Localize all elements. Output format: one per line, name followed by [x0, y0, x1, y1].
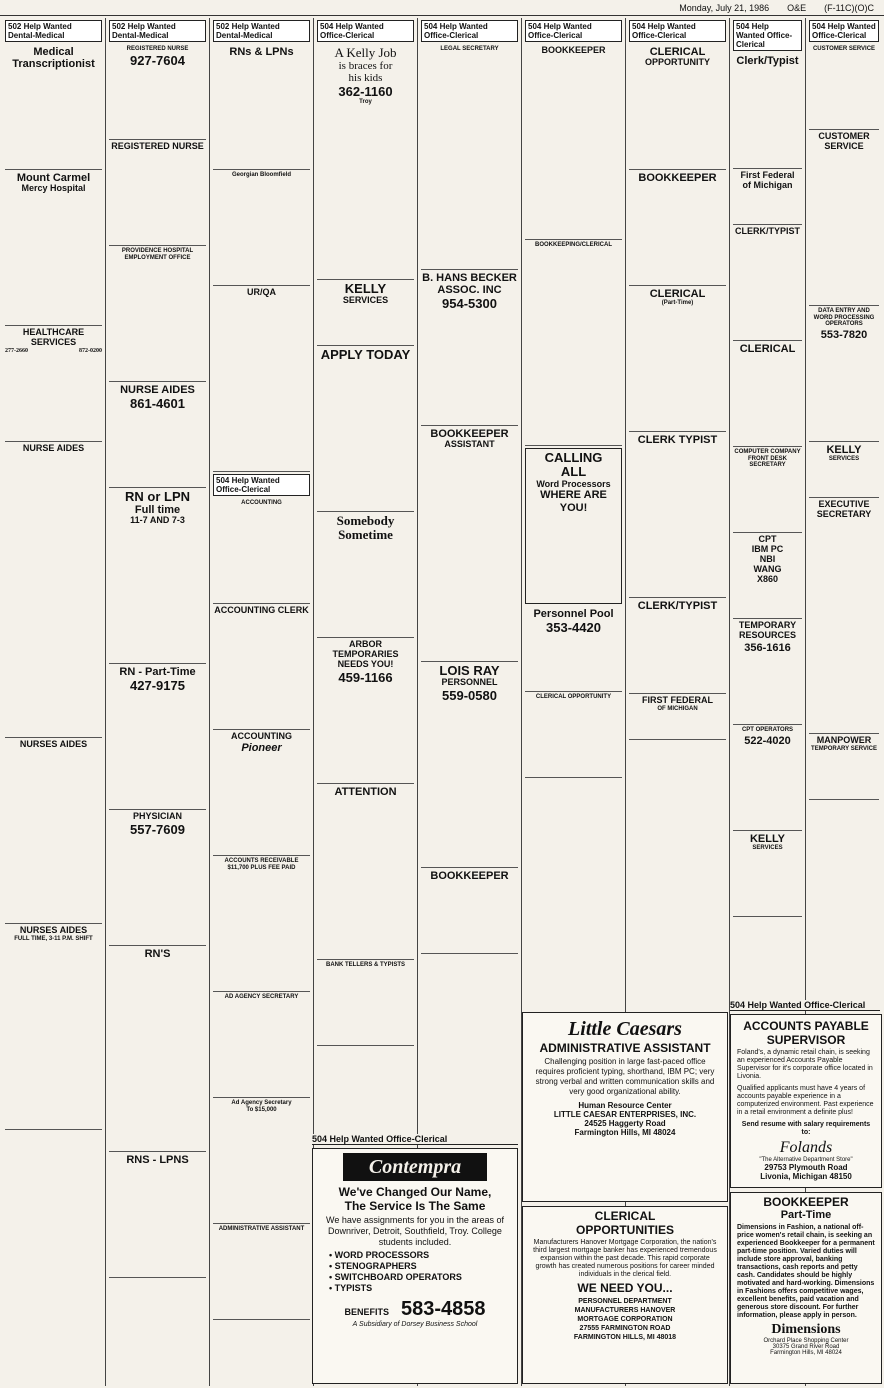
ad-headline: PHYSICIAN: [132, 811, 182, 821]
ad-headline: BANK TELLERS & TYPISTS: [325, 962, 405, 968]
classified-ad: [733, 619, 802, 725]
ad-brand: KELLY: [344, 281, 387, 296]
header-code: (F-11C)(O)C: [824, 2, 874, 13]
ad-address-line: MORTGAGE CORPORATION: [577, 1316, 673, 1323]
classified-ad: [733, 225, 802, 341]
ad-headline: OPPORTUNITIES: [575, 1223, 674, 1237]
column-3: [210, 18, 314, 1386]
ad-phone: 927-7604: [130, 52, 185, 68]
ad-headline: CLERICAL: [649, 288, 706, 300]
page-header: [0, 0, 884, 16]
ad-subhead: ASSISTANT: [444, 439, 495, 450]
ad-headline: First Federal: [740, 170, 795, 180]
section-heading: 504 Help Wanted Office-Clerical: [317, 20, 414, 42]
ad-headline: 11-7 AND 7-3: [130, 515, 185, 526]
ad-brand-sub: SERVICES: [342, 295, 389, 306]
classified-ad: [317, 784, 414, 960]
ad-headline: CALLING: [544, 450, 603, 465]
ad-list-item: • SWITCHBOARD OPERATORS: [329, 1272, 462, 1282]
classified-ad: [629, 170, 726, 286]
ad-phone: 427-9175: [130, 678, 185, 694]
ad-headline: Mount Carmel: [16, 172, 91, 184]
ad-body: We have assignments for you in the areas of Downriver, Detroit, Southfield, Troy. College students included.: [326, 1215, 504, 1247]
ad-headline: We've Changed Our Name,: [338, 1185, 492, 1199]
ad-headline: CPT OPERATORS: [741, 727, 794, 733]
ad-body: Foland's, a dynamic retail chain, is seeking an experienced Accounts Payable Supervisor for it's corporate office located in Livonia.: [737, 1049, 873, 1080]
classified-ad: [525, 692, 622, 778]
classified-ad: [213, 992, 310, 1098]
ad-phone: 459-1166: [338, 669, 393, 685]
section-heading: 504 Help Wanted Office-Clerical: [525, 20, 622, 42]
ad-headline: DATA ENTRY AND WORD PROCESSING OPERATORS: [813, 308, 875, 328]
ad-headline: REGISTERED NURSE: [111, 141, 204, 151]
ad-headline: NURSES AIDES: [19, 739, 88, 749]
ad-brand: Contempra: [343, 1153, 487, 1181]
ad-subhead: FRONT DESK SECRETARY: [748, 455, 787, 469]
classified-ad: [809, 306, 879, 442]
ad-headline: PROVIDENCE HOSPITAL: [121, 248, 194, 254]
classified-ad: [525, 240, 622, 446]
ad-subhead: (Part-Time): [661, 300, 694, 307]
classified-ad: [809, 734, 879, 800]
ad-address-line: Human Resource Center: [578, 1101, 672, 1110]
ad-body: Qualified applicants must have 4 years of accounts payable experience in a computerized environment. Past experience in a retail environment a definite plus!: [737, 1085, 874, 1116]
ad-brand: Pioneer: [241, 741, 282, 754]
ad-headline: Georgian Bloomfield: [231, 172, 291, 178]
ad-headline: NURSE AIDES: [120, 384, 195, 396]
ad-headline: IBM PC: [751, 543, 784, 554]
ad-address-line: Orchard Place Shopping Center: [763, 1338, 849, 1344]
ad-subhead: FULL TIME, 3-11 P.M. SHIFT: [14, 935, 93, 942]
classified-ad: [109, 382, 206, 488]
ad-headline: WANG: [753, 563, 782, 574]
ad-headline: CLERK/TYPIST: [734, 226, 800, 236]
ad-headline: REGISTERED NURSE: [126, 46, 189, 52]
ad-address-line: MANUFACTURERS HANOVER: [574, 1307, 676, 1314]
ad-headline: ADMINISTRATIVE ASSISTANT: [218, 1226, 305, 1232]
ad-subhead: RESOURCES: [738, 629, 796, 640]
classified-ad: [213, 170, 310, 286]
ad-headline: X860: [756, 573, 779, 584]
ad-headline: Mercy Hospital: [21, 183, 86, 194]
ad-brand: KELLY: [749, 833, 786, 845]
ad-phone: 362-1160: [338, 84, 393, 100]
ad-phone: 861-4601: [130, 396, 185, 412]
ad-address-line: Livonia, Michigan 48150: [760, 1172, 852, 1181]
classified-ad: [733, 447, 802, 533]
classified-ad: [317, 280, 414, 346]
ad-phone: 557-7609: [130, 821, 185, 837]
ad-body: Send resume with salary requirements to:: [741, 1121, 871, 1136]
classified-ad: [213, 44, 310, 170]
ad-headline: WHERE ARE: [540, 489, 607, 502]
classified-ad: [109, 1152, 206, 1278]
ad-subhead: $11,700 PLUS FEE PAID: [227, 864, 296, 871]
classified-ad: [809, 442, 879, 498]
ad-brand-sub: SERVICES: [752, 845, 783, 852]
classified-ad: [421, 662, 518, 868]
section-heading: 504 Help Wanted Office-Clerical: [213, 474, 310, 496]
classified-ad: [421, 426, 518, 662]
section-heading: 502 Help Wanted Dental-Medical: [5, 20, 102, 42]
ad-brand: Dimensions: [771, 1322, 841, 1337]
ad-address-line: Farmington Hills, MI 48024: [574, 1128, 676, 1137]
classified-ad: [213, 1224, 310, 1320]
classified-ad: [629, 432, 726, 598]
ad-headline: ATTENTION: [334, 786, 397, 798]
ad-subhead: To $15,000: [246, 1106, 277, 1113]
classified-ad: [629, 286, 726, 432]
ad-address-line: 27555 FARMINGTON ROAD: [579, 1325, 671, 1332]
ad-brand: KELLY: [826, 444, 862, 456]
ad-subhead: Part-Time: [780, 1209, 832, 1221]
ad-subhead: SECRETARY: [816, 508, 872, 519]
ad-headline: CLERICAL: [594, 1209, 656, 1223]
ad-brand-sub: SERVICES: [828, 456, 860, 463]
section-heading: 504 Help Wanted Office-Clerical: [629, 20, 726, 42]
classified-ad: [109, 664, 206, 810]
ad-body: Dimensions in Fashion, a national off-price women's retail chain, is seeking an experienced Bookkeeper for a permanent part-time position. Varied duties will include store approval, banking transactions, cash reports and petty cash. Candidates should be highly motivated and hard-working. Dimensions in Fashions offers competitive wages, excellent benefits, paid vacation and generous store discount. For further information, please apply in person.: [737, 1224, 875, 1319]
ad-headline: NURSE AIDES: [22, 443, 85, 453]
ad-headline: RNS - LPNS: [126, 1154, 189, 1166]
classified-ad: [213, 730, 310, 856]
ad-headline: ACCOUNTING CLERK: [214, 605, 309, 615]
ad-headline: HEALTHCARE SERVICES: [22, 327, 85, 347]
header-date: Monday, July 21, 1986: [679, 2, 770, 13]
ad-phone-row: [313, 1298, 517, 1321]
section-heading: 504 Help Wanted Office-Clerical: [730, 1000, 880, 1011]
ad-headline: Full time: [134, 504, 181, 517]
classified-ad: [5, 44, 102, 170]
classified-ad: [733, 169, 802, 225]
classified-ad: [109, 44, 206, 140]
ad-headline: BOOKKEEPER: [763, 1195, 849, 1209]
ad-address-line: PERSONNEL DEPARTMENT: [578, 1298, 672, 1305]
ad-list-item: • STENOGRAPHERS: [329, 1261, 417, 1271]
ad-subhead: EMPLOYMENT OFFICE: [124, 254, 191, 261]
ad-headline: ARBOR TEMPORARIES: [332, 639, 399, 659]
ad-address-line: 29753 Plymouth Road: [764, 1163, 848, 1172]
ad-headline: BOOKKEEPER: [430, 428, 509, 440]
classified-ad: [213, 286, 310, 472]
classified-ad: [629, 44, 726, 170]
classified-ad: [5, 738, 102, 924]
ad-headline: RN - Part-Time: [119, 666, 196, 678]
ad-phone: 522-4020: [744, 734, 791, 747]
classified-ad: [5, 170, 102, 326]
classified-ad: [213, 498, 310, 604]
ad-headline: Clerk/Typist: [736, 55, 799, 67]
ad-headline: Ad Agency Secretary: [231, 1100, 292, 1106]
ad-headline: EXECUTIVE: [818, 499, 870, 509]
classified-ad: [109, 140, 206, 246]
ad-headline: FIRST FEDERAL: [642, 695, 713, 705]
ad-list: [313, 1250, 517, 1294]
classified-ad: [109, 246, 206, 382]
ad-headline: Transcriptionist: [12, 58, 95, 71]
ad-headline: The Service Is The Same: [344, 1199, 486, 1213]
ad-headline: Word Processors: [536, 478, 611, 489]
ad-headline: RN or LPN: [125, 489, 190, 504]
ad-subhead: NEEDS YOU!: [337, 658, 394, 669]
ad-headline: AD AGENCY SECRETARY: [224, 994, 299, 1000]
section-heading: 502 Help Wanted Dental-Medical: [213, 20, 310, 42]
ad-subhead: OF MICHIGAN: [657, 705, 698, 712]
classified-ad: [109, 488, 206, 664]
ad-headline: CLERK/TYPIST: [637, 600, 718, 612]
classified-ad: [317, 512, 414, 638]
ad-headline: BOOKKEEPER: [638, 172, 717, 184]
classified-ad: [317, 960, 414, 1046]
classified-ad: [525, 606, 622, 692]
ad-headline: RNs & LPNs: [229, 46, 294, 58]
ad-phone: 277-2660: [5, 347, 28, 354]
ad-headline: B. HANS BECKER: [422, 272, 517, 284]
ad-subhead: PERSONNEL: [441, 677, 498, 688]
classified-ad: [109, 810, 206, 946]
ad-phone: 954-5300: [442, 296, 497, 312]
section-heading: 504 Help Wanted Office-Clerical: [733, 20, 802, 51]
section-heading: 504 Help Wanted Office-Clerical: [421, 20, 518, 42]
ad-phone: 559-0580: [442, 688, 497, 704]
classified-ad: [525, 448, 622, 604]
ad-headline: CLERICAL: [739, 343, 796, 355]
column-2: [106, 18, 210, 1386]
ad-address-line: 30375 Grand River Road: [772, 1344, 840, 1350]
manufacturers-display-ad: [522, 1206, 728, 1384]
caesars-display-ad: [522, 1012, 728, 1202]
classified-ad: [733, 341, 802, 447]
ad-phone: 356-1616: [744, 641, 791, 654]
ad-headline: RN'S: [144, 948, 171, 960]
ad-address-line: Farmington Hills, MI 48024: [770, 1350, 842, 1356]
classified-ad: [809, 130, 879, 306]
classified-ad: [5, 326, 102, 442]
classified-ad: [213, 604, 310, 730]
ad-headline: UR/QA: [247, 287, 276, 297]
ad-headline: ADMINISTRATIVE ASSISTANT: [539, 1041, 711, 1055]
classified-ad: [213, 1098, 310, 1224]
ad-body: Manufacturers Hanover Mortgage Corporation, the nation's third largest mortgage banker has experienced tremendous expansion within the past decade. This rapid corporate growth has created numerous positions for career minded individuals in the clerical field.: [533, 1239, 717, 1278]
ad-headline: Medical: [33, 46, 74, 58]
section-heading: 504 Help Wanted Office-Clerical: [312, 1134, 518, 1145]
classified-ad: [733, 53, 802, 169]
ad-subhead: of Michigan: [742, 179, 793, 190]
column-1: [2, 18, 106, 1386]
ad-list-item: • TYPISTS: [329, 1283, 373, 1293]
ad-headline: TEMPORARY: [738, 620, 797, 630]
ad-headline: ALL: [560, 464, 587, 480]
classified-ad: [109, 946, 206, 1152]
ad-phone: 583-4858: [400, 1298, 486, 1320]
contempra-display-ad: [312, 1148, 518, 1384]
dimensions-display-ad: [730, 1192, 882, 1384]
ad-headline: Somebody: [336, 513, 395, 528]
section-heading: 504 Help Wanted Office-Clerical: [809, 20, 879, 42]
header-paper: O&E: [787, 2, 807, 13]
classified-ad: [213, 856, 310, 992]
ad-headline: LEGAL SECRETARY: [440, 46, 499, 52]
ad-headline: MANPOWER: [816, 735, 872, 745]
classified-ad: [525, 44, 622, 240]
ad-list-item: • WORD PROCESSORS: [329, 1250, 430, 1260]
ad-headline: CUSTOMER SERVICE: [812, 46, 876, 52]
ad-phone: 872-0200: [79, 347, 102, 354]
folands-display-ad: [730, 1014, 882, 1188]
ad-headline: A Kelly Job: [334, 45, 397, 60]
ad-headline: ACCOUNTING: [231, 731, 292, 741]
ad-headline: YOU!: [559, 501, 588, 514]
ad-address-line: FARMINGTON HILLS, MI 48018: [573, 1334, 677, 1341]
classified-ad: [733, 725, 802, 831]
ad-headline: APPLY TODAY: [320, 347, 411, 362]
ad-headline: ACCOUNTS RECEIVABLE: [224, 858, 299, 864]
classified-ad: [317, 638, 414, 784]
classified-ad: [733, 533, 802, 619]
ad-address-line: LITTLE CAESAR ENTERPRISES, INC.: [553, 1110, 697, 1119]
ad-headline: his kids: [348, 72, 383, 85]
ad-headline: LOIS RAY: [439, 663, 500, 678]
ad-headline: Personnel Pool: [533, 608, 614, 620]
ad-headline: ASSOC. INC: [437, 284, 502, 297]
classified-ad: [5, 924, 102, 1130]
ad-headline: Sometime: [338, 527, 393, 543]
classified-ad: [629, 598, 726, 694]
ad-headline: CPT: [758, 534, 777, 544]
ad-headline: ACCOUNTING: [241, 500, 282, 506]
ad-headline: BOOKKEEPER: [541, 45, 606, 55]
ad-subhead: TEMPORARY SERVICE: [811, 745, 877, 752]
ad-subhead: OPPORTUNITY: [644, 57, 710, 68]
ad-headline: is braces for: [338, 60, 393, 73]
ad-headline: CLERICAL OPPORTUNITY: [535, 694, 612, 700]
classified-ad: [629, 694, 726, 740]
ad-brand: Little Caesars: [568, 1018, 682, 1040]
ad-headline: NBI: [759, 553, 776, 564]
ad-brand: Folands: [779, 1139, 833, 1156]
ad-headline: ACCOUNTS PAYABLE: [743, 1019, 869, 1033]
ad-headline: CLERICAL: [649, 46, 706, 58]
ad-headline: NURSES AIDES: [19, 925, 88, 935]
ad-headline: SUPERVISOR: [766, 1033, 846, 1047]
ad-phone: 353-4420: [546, 620, 601, 636]
classified-ad: [317, 44, 414, 280]
ad-subhead: SERVICE: [824, 140, 864, 151]
classified-ad: [809, 44, 879, 130]
ad-benefits: BENEFITS: [344, 1307, 389, 1317]
classified-ad: [421, 270, 518, 426]
classified-ad: [5, 442, 102, 738]
ad-headline: CUSTOMER: [818, 131, 870, 141]
ad-headline: COMPUTER COMPANY: [734, 449, 801, 455]
classified-ad: [421, 868, 518, 954]
ad-phone: 553-7820: [820, 328, 868, 341]
ad-headline: BOOKKEEPER: [430, 870, 509, 882]
ad-city: Troy: [359, 99, 372, 106]
classified-ad: [733, 831, 802, 917]
ad-address-line: 24525 Haggerty Road: [584, 1119, 666, 1128]
classified-ad: [317, 346, 414, 512]
ad-address: [523, 1099, 727, 1139]
ad-address: [523, 1295, 727, 1344]
classified-ad: [421, 44, 518, 270]
ad-body: Challenging position in large fast-paced office requires proficient typing, shorthand, IBM PC; very strong verbal and written communication skills and very good organizational ability.: [535, 1057, 715, 1096]
classified-ad: [809, 498, 879, 734]
ad-headline: WE NEED YOU...: [577, 1281, 673, 1295]
section-heading: 502 Help Wanted Dental-Medical: [109, 20, 206, 42]
ad-footer: A Subsidiary of Dorsey Business School: [352, 1321, 478, 1328]
ad-headline: BOOKKEEPING/CLERICAL: [534, 242, 612, 248]
ad-phones: [5, 348, 102, 355]
ad-headline: CLERK TYPIST: [637, 434, 718, 446]
ad-tagline: "The Alternative Department Store": [759, 1157, 853, 1163]
